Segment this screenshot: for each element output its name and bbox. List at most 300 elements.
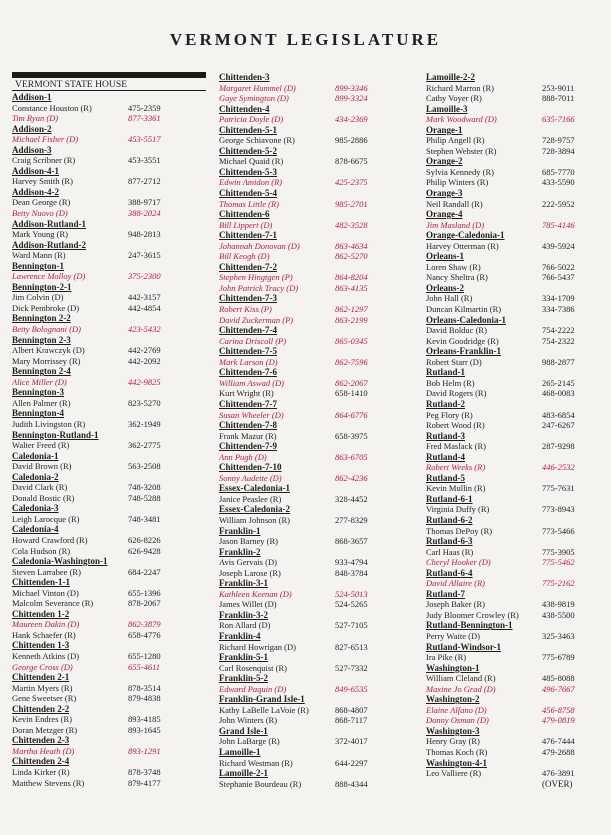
header-rule <box>12 72 206 78</box>
district-heading <box>219 230 413 241</box>
legislator-row <box>219 568 413 579</box>
district-name: Addison-2 <box>12 123 52 134</box>
district-name: Chittenden-7-6 <box>219 367 277 378</box>
district-name: Lamoille-3 <box>426 103 468 114</box>
legislator-row <box>219 93 413 104</box>
legislator-name: Virginia Duffy (R) <box>426 504 490 515</box>
legislator-row <box>426 631 608 642</box>
phone-number: 862-7596 <box>335 356 368 367</box>
phone-number: 655-4611 <box>128 661 160 672</box>
legislator-name: Gaye Symington (D) <box>219 93 289 104</box>
district-name: Washington-2 <box>426 694 480 705</box>
legislator-row <box>426 146 608 157</box>
district-name: Chittenden-5-2 <box>219 145 277 156</box>
phone-number: 442-9825 <box>128 376 161 387</box>
district-name: Chittenden-7-1 <box>219 230 277 241</box>
legislator-name: Matthew Stevens (R) <box>12 777 85 788</box>
phone-number: 388-9717 <box>128 197 161 208</box>
district-name: Orange-4 <box>426 209 463 220</box>
phone-number: 893-1291 <box>128 745 161 756</box>
district-heading <box>12 609 206 620</box>
district-name: Orleans-1 <box>426 251 464 262</box>
phone-number: 423-5432 <box>128 324 161 335</box>
legislator-name: William Aswad (D) <box>219 377 285 388</box>
phone-number: 456-8758 <box>542 704 575 715</box>
district-heading <box>12 124 206 135</box>
district-name: Orleans-Franklin-1 <box>426 346 502 357</box>
legislator-name: Thomas DePoy (R) <box>426 525 493 536</box>
legislator-name: Carl Rosenquist (R) <box>219 662 287 673</box>
legislator-row <box>12 356 206 367</box>
phone-number: 658-3975 <box>335 430 368 441</box>
district-name: Orange-2 <box>426 156 463 167</box>
legislator-row <box>219 241 413 252</box>
legislator-name: Harvey Smith (R) <box>12 176 73 187</box>
phone-number: 485-8088 <box>542 673 575 684</box>
legislator-row <box>219 494 413 505</box>
legislator-name: Dean George (R) <box>12 197 71 208</box>
district-heading <box>426 251 608 262</box>
legislator-name: Betty Nuovo (D) <box>12 208 68 219</box>
legislator-name: Craig Scribner (R) <box>12 155 76 166</box>
phone-number: 328-4452 <box>335 493 368 504</box>
legislator-row <box>12 345 206 356</box>
legislator-row <box>426 736 608 747</box>
legislator-row <box>426 705 608 716</box>
legislator-name: George Cross (D) <box>12 661 73 672</box>
phone-number: 879-4838 <box>128 693 161 704</box>
district-heading <box>12 524 206 535</box>
legislator-name: Mark Larson (D) <box>219 356 278 367</box>
legislator-name: Philip Winters (R) <box>426 177 489 188</box>
legislator-name: Steven Larrabee (R) <box>12 566 81 577</box>
phone-number: 827-6513 <box>335 641 368 652</box>
phone-number: 375-2300 <box>128 271 161 282</box>
phone-number: 864-6776 <box>335 409 368 420</box>
phone-number: 475-2359 <box>128 102 161 113</box>
legislator-name: Joseph Baker (R) <box>426 599 486 610</box>
legislator-name: Patricia Doyle (D) <box>219 114 284 125</box>
district-name: Addison-4-1 <box>12 165 60 176</box>
district-heading <box>426 188 608 199</box>
column-2 <box>219 72 413 789</box>
district-heading <box>219 399 413 410</box>
legislator-name: Ron Allard (D) <box>219 620 271 631</box>
legislator-row <box>219 715 413 726</box>
legislator-row <box>426 779 608 790</box>
legislator-row <box>219 315 413 326</box>
phone-number: 775-5462 <box>542 557 575 568</box>
district-name: Washington-1 <box>426 662 480 673</box>
district-name: Rutland-Bennington-1 <box>426 620 513 631</box>
district-name: Bennington 2-3 <box>12 334 71 345</box>
phone-number: 879-4177 <box>128 777 161 788</box>
district-name: Chittenden-7-8 <box>219 420 277 431</box>
district-name: Chittenden-5-1 <box>219 124 277 135</box>
legislator-row <box>426 378 608 389</box>
legislator-name: Nancy Sheltra (R) <box>426 272 488 283</box>
district-heading <box>219 747 413 758</box>
legislator-name: Frank Mazur (R) <box>219 430 277 441</box>
legislator-row <box>426 177 608 188</box>
district-heading <box>12 503 206 514</box>
phone-number: 496-7667 <box>542 683 575 694</box>
district-name: Chittenden-6 <box>219 209 270 220</box>
legislator-row <box>12 714 206 725</box>
phone-number: 728-9757 <box>542 135 575 146</box>
legislator-row <box>426 83 608 94</box>
legislator-name: Carl Haas (R) <box>426 546 474 557</box>
district-heading <box>426 494 608 505</box>
legislator-name: Judith Livingston (R) <box>12 418 86 429</box>
legislator-name: Johannah Donovan (D) <box>219 240 300 251</box>
legislator-row <box>12 651 206 662</box>
legislator-row <box>426 768 608 779</box>
legislator-name: Robert Wood (R) <box>426 420 485 431</box>
legislator-row <box>426 135 608 146</box>
legislator-row <box>219 220 413 231</box>
district-heading <box>219 209 413 220</box>
column-rows <box>12 92 206 788</box>
phone-number: 388-2024 <box>128 208 161 219</box>
phone-number: 864-8204 <box>335 272 368 283</box>
phone-number: 848-3784 <box>335 567 368 578</box>
legislator-row <box>219 431 413 442</box>
legislator-name: Maureen Dakin (D) <box>12 619 80 630</box>
phone-number: 563-2508 <box>128 461 161 472</box>
district-heading <box>12 640 206 651</box>
district-heading <box>219 293 413 304</box>
legislator-name: David Clark (R) <box>12 482 68 493</box>
district-heading <box>219 694 413 705</box>
district-heading <box>12 577 206 588</box>
district-name: Bennington 2-2 <box>12 313 71 324</box>
phone-number: 626-8226 <box>128 534 161 545</box>
phone-number: 247-6267 <box>542 420 575 431</box>
legislator-name: Duncan Kilmartin (R) <box>426 304 502 315</box>
legislator-name: Ann Pugh (D) <box>219 451 267 462</box>
district-name: Washington-3 <box>426 725 480 736</box>
phone-number: 468-0083 <box>542 388 575 399</box>
legislator-name: John Patrick Tracy (D) <box>219 282 299 293</box>
legislator-row <box>219 272 413 283</box>
phone-number: 888-4344 <box>335 778 368 789</box>
legislator-name: John Winters (R) <box>219 715 278 726</box>
district-name: Chittenden-7-9 <box>219 441 277 452</box>
phone-number: 644-2297 <box>335 757 368 768</box>
district-name: Caledonia-4 <box>12 524 59 535</box>
phone-number: 655-1396 <box>128 587 161 598</box>
phone-number: 766-5437 <box>542 272 575 283</box>
district-name: Chittenden 2-1 <box>12 672 70 683</box>
phone-number: 453-3551 <box>128 155 161 166</box>
district-name: Franklin-4 <box>219 630 261 641</box>
legislator-name: Kevin Goodridge (R) <box>426 335 499 346</box>
legislator-name: William Cleland (R) <box>426 673 496 684</box>
district-name: Rutland-5 <box>426 472 466 483</box>
district-name: Rutland-6-4 <box>426 567 473 578</box>
legislator-row <box>219 557 413 568</box>
phone-number: 433-5590 <box>542 177 575 188</box>
district-name: Lamoille-2-2 <box>426 72 475 82</box>
legislator-row <box>219 473 413 484</box>
district-name: Chittenden 1-3 <box>12 640 70 651</box>
district-name: Bennington-2-1 <box>12 281 72 292</box>
legislator-name: Thomas Little (R) <box>219 198 279 209</box>
legislator-name: George Schiavone (R) <box>219 135 295 146</box>
district-heading <box>426 536 608 547</box>
legislator-name: Betty Bolognani (D) <box>12 324 81 335</box>
phone-number: 893-4185 <box>128 714 161 725</box>
legislator-name: John Hall (R) <box>426 293 473 304</box>
district-name: Lamoille-1 <box>219 747 261 757</box>
legislator-name: Michael Quaid (R) <box>219 156 284 167</box>
district-name: Rutland-Windsor-1 <box>426 641 502 652</box>
legislator-row <box>426 578 608 589</box>
district-name: Chittenden-7-2 <box>219 261 277 272</box>
legislator-row <box>12 514 206 525</box>
legislator-name: Stephen Webster (R) <box>426 145 497 156</box>
legislator-row <box>219 388 413 399</box>
legislator-row <box>426 272 608 283</box>
legislator-name: Cheryl Hooker (D) <box>426 557 491 568</box>
phone-number: 985-2701 <box>335 198 368 209</box>
phone-number: 524-5265 <box>335 599 368 610</box>
legislator-name: Jim Masland (D) <box>426 219 485 230</box>
legislator-name: Robert Starr (D) <box>426 356 482 367</box>
phone-number: 773-8943 <box>542 504 575 515</box>
legislator-row <box>12 546 206 557</box>
district-name: Bennington-1 <box>12 260 65 271</box>
legislator-row <box>12 662 206 673</box>
phone-number: 372-4017 <box>335 736 368 747</box>
legislator-name: Albert Krawczyk (D) <box>12 345 85 356</box>
phone-number: 849-6535 <box>335 683 368 694</box>
legislator-row <box>219 336 413 347</box>
district-heading <box>12 704 206 715</box>
district-heading <box>12 187 206 198</box>
phone-number: 862-2067 <box>335 377 368 388</box>
legislator-row <box>219 251 413 262</box>
phone-number: 933-4794 <box>335 557 368 568</box>
district-name: Addison-Rutland-2 <box>12 239 87 250</box>
district-name: Chittenden 2-4 <box>12 756 70 767</box>
district-name: Rutland-4 <box>426 451 466 462</box>
legislator-row <box>12 619 206 630</box>
legislator-row <box>219 177 413 188</box>
phone-number: 863-4634 <box>335 240 368 251</box>
district-name: Orleans-Caledonia-1 <box>426 314 506 325</box>
column-1 <box>12 72 206 788</box>
phone-number: 453-5517 <box>128 134 161 145</box>
legislator-row <box>12 229 206 240</box>
legislator-row <box>426 599 608 610</box>
legislator-row <box>426 420 608 431</box>
legislator-row <box>12 377 206 388</box>
district-name: Franklin-5-1 <box>219 652 269 663</box>
legislator-name: David Bolduc (R) <box>426 325 487 336</box>
legislator-row <box>426 610 608 621</box>
district-heading <box>12 735 206 746</box>
phone-number: 527-7332 <box>335 662 368 673</box>
legislator-row <box>426 462 608 473</box>
legislator-row <box>219 357 413 368</box>
district-heading <box>12 756 206 767</box>
legislator-name: Henry Gray (R) <box>426 736 480 747</box>
legislator-name: Judy Bloomer Crowley (R) <box>426 609 519 620</box>
district-name: Chittenden-7-7 <box>219 398 277 409</box>
phone-number: 277-8329 <box>335 514 368 525</box>
legislator-name: Kathy LaBelle LaVoie (R) <box>219 704 309 715</box>
legislator-name: Mark Young (R) <box>12 229 68 240</box>
legislator-name: Maxine Jo Grad (D) <box>426 683 496 694</box>
district-name: Addison-3 <box>12 144 52 155</box>
phone-number: 868-4807 <box>335 704 368 715</box>
district-name: Bennington 2-4 <box>12 366 71 377</box>
district-heading <box>219 652 413 663</box>
legislator-name: Jason Barney (R) <box>219 536 279 547</box>
phone-number: 877-3361 <box>128 113 161 124</box>
phone-number: 988-2877 <box>542 356 575 367</box>
legislator-row <box>426 684 608 695</box>
district-name: Rutland-6-3 <box>426 536 473 547</box>
legislator-row <box>12 588 206 599</box>
district-name: Lamoille-2-1 <box>219 768 268 779</box>
phone-number: 438-9819 <box>542 599 575 610</box>
district-heading <box>426 125 608 136</box>
legislator-row <box>219 642 413 653</box>
legislator-row <box>12 683 206 694</box>
district-name: Franklin-3-1 <box>219 578 269 589</box>
district-name: Chittenden-3 <box>219 72 270 82</box>
district-name: Rutland-3 <box>426 430 466 441</box>
district-heading <box>12 366 206 377</box>
legislator-name: David Zuckerman (P) <box>219 314 294 325</box>
phone-number: 862-4236 <box>335 472 368 483</box>
legislator-row <box>426 167 608 178</box>
legislator-name: Richard Westman (R) <box>219 757 293 768</box>
legislator-row <box>426 199 608 210</box>
district-name: Franklin-Grand Isle-1 <box>219 694 305 705</box>
phone-number: 524-5013 <box>335 588 368 599</box>
legislator-row <box>426 410 608 421</box>
phone-number: 658-1410 <box>335 388 368 399</box>
legislator-name: Michael Vinton (D) <box>12 587 79 598</box>
legislator-row <box>12 176 206 187</box>
legislator-row <box>426 547 608 558</box>
district-name: Franklin-5-2 <box>219 673 269 684</box>
phone-number: 334-1709 <box>542 293 575 304</box>
phone-number: 479-2688 <box>542 747 575 757</box>
phone-number: 865-0345 <box>335 335 368 346</box>
legislator-name: Michael Fisher (D) <box>12 134 79 145</box>
district-name: Bennington-3 <box>12 387 65 398</box>
phone-number: 439-5924 <box>542 240 575 251</box>
district-name: Franklin-1 <box>219 525 261 536</box>
district-name: Essex-Caledonia-1 <box>219 483 291 494</box>
phone-number: 862-5270 <box>335 251 368 262</box>
legislator-row <box>426 357 608 368</box>
legislator-row <box>12 535 206 546</box>
legislator-name: Loren Shaw (R) <box>426 261 481 272</box>
district-name: Orange-1 <box>426 124 463 135</box>
legislator-name: Robert Weeks (R) <box>426 462 486 473</box>
legislator-name <box>426 779 542 790</box>
district-heading <box>12 556 206 567</box>
phone-number: 362-1949 <box>128 418 161 429</box>
legislator-row <box>12 778 206 789</box>
legislator-row <box>219 705 413 716</box>
phone-number: 482-3528 <box>335 219 368 230</box>
legislator-row <box>12 493 206 504</box>
district-heading <box>12 335 206 346</box>
district-heading <box>219 72 413 83</box>
legislator-row <box>219 515 413 526</box>
district-heading <box>12 261 206 272</box>
column-rows <box>426 72 608 789</box>
legislator-row <box>12 113 206 124</box>
legislator-name: Kevin Endres (R) <box>12 714 72 725</box>
district-name: Caledonia-1 <box>12 450 59 461</box>
phone-number: 888-7011 <box>542 93 575 104</box>
legislator-name: Thomas Koch (R) <box>426 747 488 757</box>
district-heading <box>426 367 608 378</box>
phone-number: 442-2769 <box>128 345 161 356</box>
district-heading <box>219 483 413 494</box>
legislator-row <box>219 684 413 695</box>
legislator-row <box>12 767 206 778</box>
legislator-name: Bill Keogh (D) <box>219 251 270 262</box>
district-heading <box>219 631 413 642</box>
legislator-name: Jim Colvin (D) <box>12 292 64 303</box>
legislator-name: Ward Mann (R) <box>12 250 66 261</box>
district-heading <box>219 547 413 558</box>
legislator-name: Janice Peaslee (R) <box>219 493 282 504</box>
legislator-name: Martin Myers (R) <box>12 682 73 693</box>
legislator-row <box>426 652 608 663</box>
district-name: Franklin-3-2 <box>219 609 269 620</box>
legislator-name: Mark Woodward (D) <box>426 114 497 125</box>
legislator-row <box>12 630 206 641</box>
district-heading <box>426 568 608 579</box>
phone-number: 442-2092 <box>128 355 161 366</box>
district-name: Chittenden 1-2 <box>12 608 70 619</box>
district-heading <box>426 452 608 463</box>
phone-number: 868-3657 <box>335 536 368 547</box>
legislator-row <box>426 557 608 568</box>
legislator-row <box>12 567 206 578</box>
legislator-name: Robert Kiss (P) <box>219 304 272 315</box>
district-name: Chittenden 2-2 <box>12 703 70 714</box>
district-heading <box>219 420 413 431</box>
district-heading <box>426 230 608 241</box>
legislator-row <box>219 83 413 94</box>
phone-number: 877-2712 <box>128 176 161 187</box>
district-heading <box>426 346 608 357</box>
district-heading <box>426 515 608 526</box>
district-name: Rutland-1 <box>426 367 466 378</box>
phone-number: 483-6854 <box>542 409 575 420</box>
legislator-name: Avis Gervais (D) <box>219 557 277 568</box>
district-heading <box>219 504 413 515</box>
district-heading <box>426 315 608 326</box>
district-heading <box>219 125 413 136</box>
legislator-row <box>426 441 608 452</box>
district-heading <box>12 145 206 156</box>
phone-number: 362-2775 <box>128 440 161 451</box>
legislator-name: Leigh Larocque (R) <box>12 513 80 524</box>
district-heading <box>219 610 413 621</box>
